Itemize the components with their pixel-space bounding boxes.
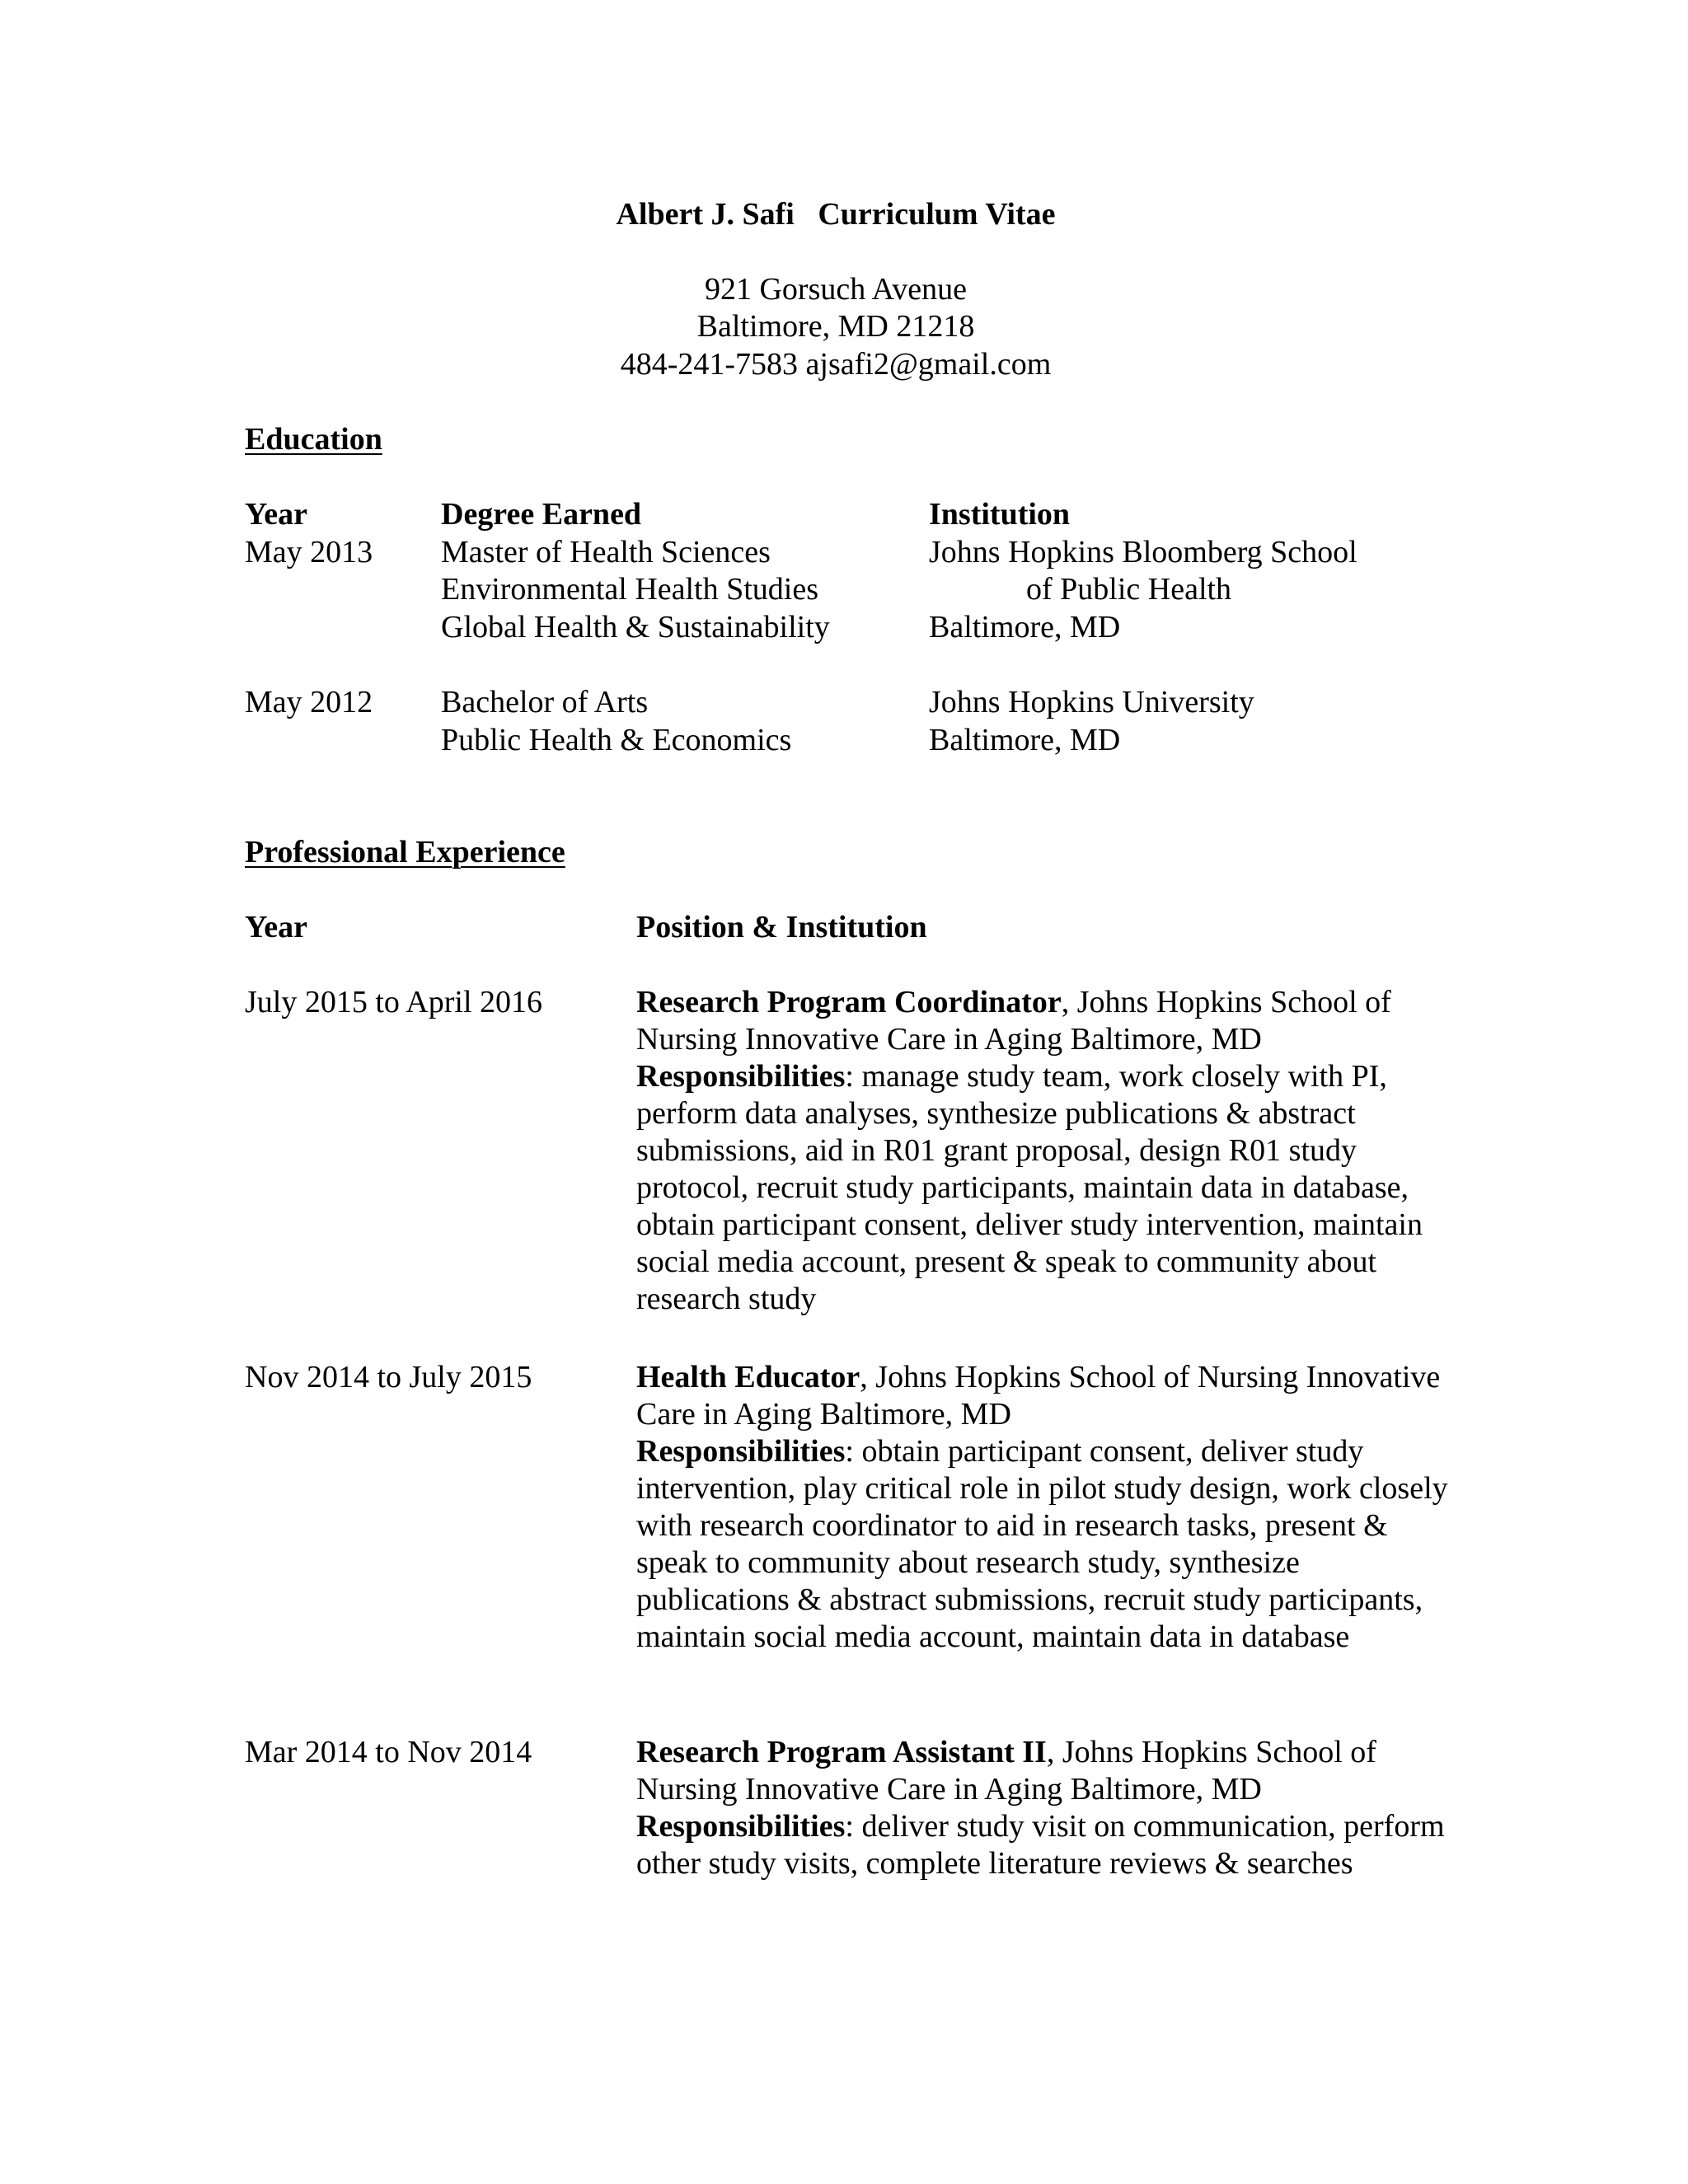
education-degree-line: Master of Health Sciences: [441, 535, 771, 569]
experience-position: [636, 984, 1452, 1058]
experience-details: [636, 1359, 1452, 1656]
education-institution-line: of Public Health: [1026, 572, 1232, 607]
education-institution-line: Baltimore, MD: [929, 723, 1121, 757]
position-institution: , Johns Hopkins School of Nursing Innovative Care in Aging Baltimore, MD: [636, 1735, 1376, 1807]
position-title: Health Educator: [636, 1360, 860, 1394]
experience-responsibilities: [636, 1433, 1452, 1656]
address-line-1: 921 Gorsuch Avenue: [704, 272, 967, 307]
experience-dates: Nov 2014 to July 2015: [245, 1360, 532, 1394]
position-institution: , Johns Hopkins School of Nursing Innovative Care in Aging Baltimore, MD: [636, 985, 1391, 1057]
experience-position: [636, 1734, 1452, 1808]
experience-details: [636, 1734, 1452, 1882]
position-title: Research Program Assistant II: [636, 1735, 1047, 1769]
experience-heading: Professional Experience: [245, 835, 565, 869]
education-col-year: Year: [245, 497, 307, 532]
education-heading: Education: [245, 422, 382, 457]
experience-details: [636, 984, 1452, 1318]
education-degree-line: Bachelor of Arts: [441, 685, 649, 719]
position-title: Research Program Coordinator: [636, 985, 1062, 1019]
responsibilities-label: Responsibilities: [636, 1809, 846, 1844]
education-col-degree: Degree Earned: [441, 497, 642, 532]
cv-name: Albert J. Safi: [616, 197, 795, 232]
address-line-2: Baltimore, MD 21218: [696, 309, 975, 344]
cv-doc-title: Curriculum Vitae: [818, 197, 1056, 232]
experience-dates: Mar 2014 to Nov 2014: [245, 1735, 532, 1769]
education-degree-line: Environmental Health Studies: [441, 572, 819, 607]
experience-responsibilities: [636, 1808, 1452, 1882]
responsibilities-text: : obtain participant consent, deliver study intervention, play critical role in pilot study design, work closely with research coordinator to aid in research tasks, present & speak to community about research study, synthesize publications & abstract submissions, recruit study participants, maintain social media account, maintain data in database: [636, 1434, 1448, 1654]
education-col-institution: Institution: [929, 497, 1071, 532]
experience-dates: July 2015 to April 2016: [245, 985, 543, 1019]
education-degree-line: Global Health & Sustainability: [441, 610, 830, 644]
position-institution: , Johns Hopkins School of Nursing Innovative Care in Aging Baltimore, MD: [636, 1360, 1441, 1432]
education-degree-line: Public Health & Economics: [441, 723, 792, 757]
education-institution-line: Johns Hopkins University: [929, 685, 1254, 719]
experience-col-year: Year: [245, 910, 307, 944]
cv-title: [0, 196, 1672, 233]
responsibilities-text: : manage study team, work closely with PI, perform data analyses, synthesize publications & abstract submissions, aid in R01 grant proposal, design R01 study protocol, recruit study participants, maintain data in database, obtain participant consent, deliver study intervention, maintain social media account, present & speak to community about research study: [636, 1059, 1423, 1316]
contact-line: 484-241-7583 ajsafi2@gmail.com: [620, 347, 1052, 382]
experience-col-position: Position & Institution: [636, 910, 927, 944]
education-institution-line: Johns Hopkins Bloomberg School: [929, 535, 1357, 569]
experience-position: [636, 1359, 1452, 1433]
education-year: May 2013: [245, 535, 373, 569]
education-year: May 2012: [245, 685, 373, 719]
responsibilities-text: : deliver study visit on communication, perform other study visits, complete literature reviews & searches: [636, 1809, 1445, 1881]
responsibilities-label: Responsibilities: [636, 1434, 846, 1469]
experience-responsibilities: [636, 1058, 1452, 1318]
education-institution-line: Baltimore, MD: [929, 610, 1121, 644]
responsibilities-label: Responsibilities: [636, 1059, 846, 1094]
